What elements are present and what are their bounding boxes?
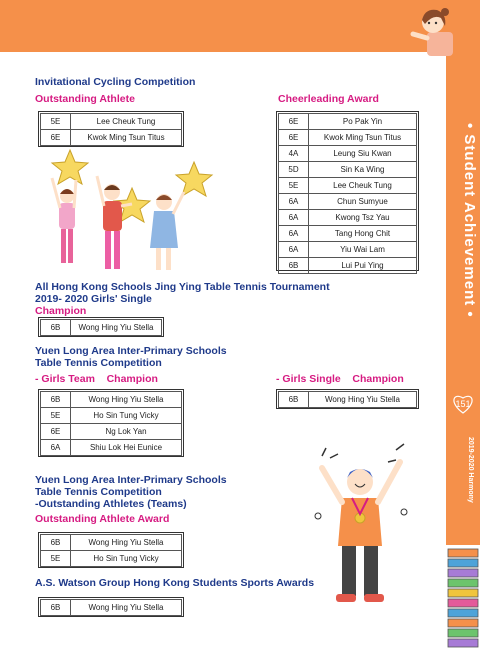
table-row: 6A Yiu Wai Lam: [279, 242, 417, 258]
jingying-table: [40, 319, 162, 336]
table-row: 6B Wong Hing Yiu Stella: [41, 535, 182, 551]
table-row: 5E Lee Cheuk Tung: [41, 114, 182, 130]
cheer-table: [278, 113, 417, 274]
table-row: 5E Lee Cheuk Tung: [279, 178, 417, 194]
table-row: 6A Shiu Lok Hei Eunice: [41, 440, 182, 456]
table-row: 6B Wong Hing Yiu Stella: [279, 392, 417, 408]
page-number: 151: [455, 399, 471, 409]
table-row: 5D Sin Ka Wing: [279, 162, 417, 178]
kid-right: [150, 192, 184, 270]
cycling-table: [40, 113, 182, 146]
cycling-title: Invitational Cycling Competition: [35, 76, 196, 88]
kid-left: [52, 178, 76, 263]
table-row: 6B Wong Hing Yiu Stella: [41, 320, 162, 336]
table-row: 4A Leung Siu Kwan: [279, 146, 417, 162]
yuenlong1-title: Yuen Long Area Inter-Primary Schools: [35, 345, 227, 357]
book-stack-illustration: [446, 545, 480, 651]
table-row: 6B Lui Pui Ying: [279, 258, 417, 274]
watson-title: A.S. Watson Group Hong Kong Students Sports Awards: [35, 577, 315, 589]
girl-illustration: [405, 4, 455, 56]
yuenlong2-award: Outstanding Athlete Award: [35, 513, 170, 525]
table-row: 6B Wong Hing Yiu Stella: [41, 392, 182, 408]
yuenlong1-single-award: - Girls Single Champion: [276, 373, 404, 385]
table-row: 6A Kwong Tsz Yau: [279, 210, 417, 226]
table-row: 6E Po Pak Yin: [279, 114, 417, 130]
watson-table: [40, 599, 182, 616]
table-row: 5E Ho Sin Tung Vicky: [41, 551, 182, 567]
table-row: 6E Ng Lok Yan: [41, 424, 182, 440]
kids-with-stars-illustration: [42, 148, 222, 274]
yuenlong1-team-table: [40, 391, 182, 456]
yuenlong1-team-award: - Girls Team Champion: [35, 373, 158, 385]
yuenlong2-subtitle: Table Tennis Competition: [35, 486, 162, 498]
boy-with-medal-illustration: [312, 442, 412, 608]
yuenlong2-title: Yuen Long Area Inter-Primary Schools: [35, 474, 227, 486]
year-label: 2019-2020 Harmony: [467, 437, 474, 503]
table-row: 6E Kwok Ming Tsun Titus: [41, 130, 182, 146]
cheer-award: Cheerleading Award: [278, 93, 379, 105]
section-title-vertical: • Student Achievement •: [461, 122, 478, 318]
yuenlong2-table: [40, 534, 182, 567]
table-row: 6A Chun Sumyue: [279, 194, 417, 210]
yuenlong1-single-table: [278, 391, 417, 408]
cycling-award: Outstanding Athlete: [35, 93, 135, 105]
table-row: 5E Ho Sin Tung Vicky: [41, 408, 182, 424]
table-row: 6A Tang Hong Chit: [279, 226, 417, 242]
jingying-subtitle: 2019- 2020 Girls' Single: [35, 293, 152, 305]
jingying-title: All Hong Kong Schools Jing Ying Table Tennis Tournament: [35, 281, 330, 293]
table-row: 6E Kwok Ming Tsun Titus: [279, 130, 417, 146]
table-row: 6B Wong Hing Yiu Stella: [41, 600, 182, 616]
kid-middle: [97, 176, 132, 269]
yuenlong1-subtitle: Table Tennis Competition: [35, 357, 162, 369]
yuenlong2-subtitle2: -Outstanding Athletes (Teams): [35, 498, 187, 510]
jingying-award: Champion: [35, 305, 87, 317]
